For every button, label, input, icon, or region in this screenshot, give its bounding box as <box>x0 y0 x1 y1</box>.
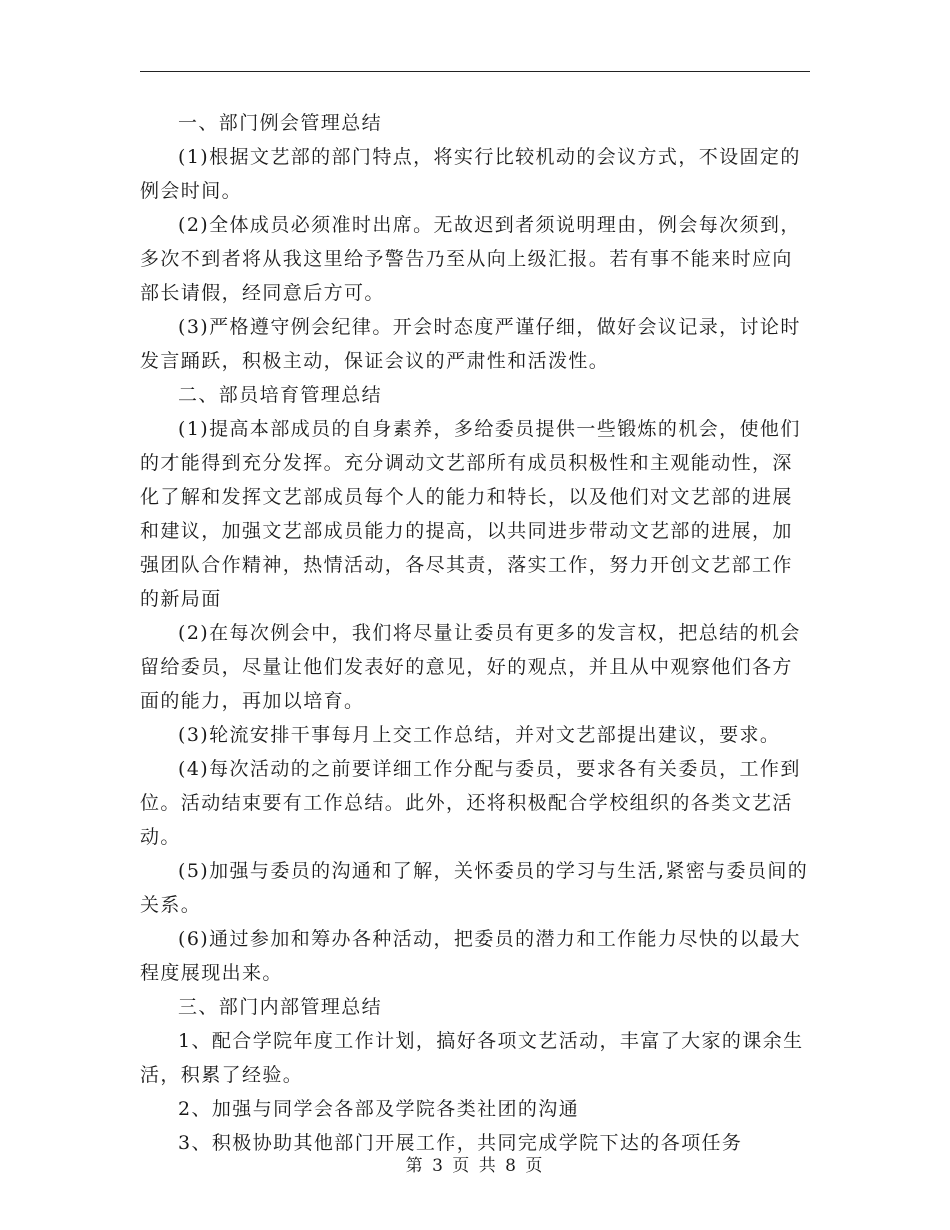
paragraph: (1)根据文艺部的部门特点，将实行比较机动的会议方式，不设固定的例会时间。 <box>140 146 801 202</box>
header-rule <box>140 71 810 72</box>
paragraph: 3、积极协助其他部门开展工作，共同完成学院下达的各项任务 <box>178 1132 743 1154</box>
paragraph: (6)通过参加和筹办各种活动，把委员的潜力和工作能力尽快的以最大程度展现出来。 <box>140 928 801 984</box>
paragraph: (3)轮流安排干事每月上交工作总结，并对文艺部提出建议，要求。 <box>178 724 781 746</box>
page-number-footer: 第 3 页 共 8 页 <box>405 1156 545 1176</box>
section-heading-1: 一、部门例会管理总结 <box>178 112 383 134</box>
paragraph: (3)严格遵守例会纪律。开会时态度严谨仔细，做好会议记录，讨论时发言踊跃，积极主动，保证会议的严肃性和活泼性。 <box>140 316 801 372</box>
section-heading-2: 二、部员培育管理总结 <box>178 384 383 406</box>
paragraph: 2、加强与同学会各部及学院各类社团的沟通 <box>178 1098 580 1120</box>
paragraph: (5)加强与委员的沟通和了解，关怀委员的学习与生活,紧密与委员间的关系。 <box>140 860 809 916</box>
paragraph: (2)在每次例会中，我们将尽量让委员有更多的发言权，把总结的机会留给委员，尽量让他们发表好的意见，好的观点，并且从中观察他们各方面的能力，再加以培育。 <box>140 622 801 712</box>
section-heading-3: 三、部门内部管理总结 <box>178 996 383 1018</box>
paragraph: (2)全体成员必须准时出席。无故迟到者须说明理由，例会每次须到，多次不到者将从我这里给予警告乃至从向上级汇报。若有事不能来时应向部长请假，经同意后方可。 <box>140 214 801 304</box>
paragraph: 1、配合学院年度工作计划，搞好各项文艺活动，丰富了大家的课余生活，积累了经验。 <box>140 1030 804 1086</box>
paragraph: (4)每次活动的之前要详细工作分配与委员，要求各有关委员，工作到位。活动结束要有工作总结。此外，还将积极配合学校组织的各类文艺活动。 <box>140 758 801 848</box>
paragraph: (1)提高本部成员的自身素养，多给委员提供一些锻炼的机会，使他们的才能得到充分发挥。充分调动文艺部所有成员积极性和主观能动性，深化了解和发挥文艺部成员每个人的能力和特长，以及他们对文艺部的进展和建议，加强文艺部成员能力的提高，以共同进步带动文艺部的进展，加强团队合作精神，热情活动，各尽其责，落实工作，努力开创文艺部工作的新局面 <box>140 418 801 610</box>
document-body <box>140 106 812 1160</box>
